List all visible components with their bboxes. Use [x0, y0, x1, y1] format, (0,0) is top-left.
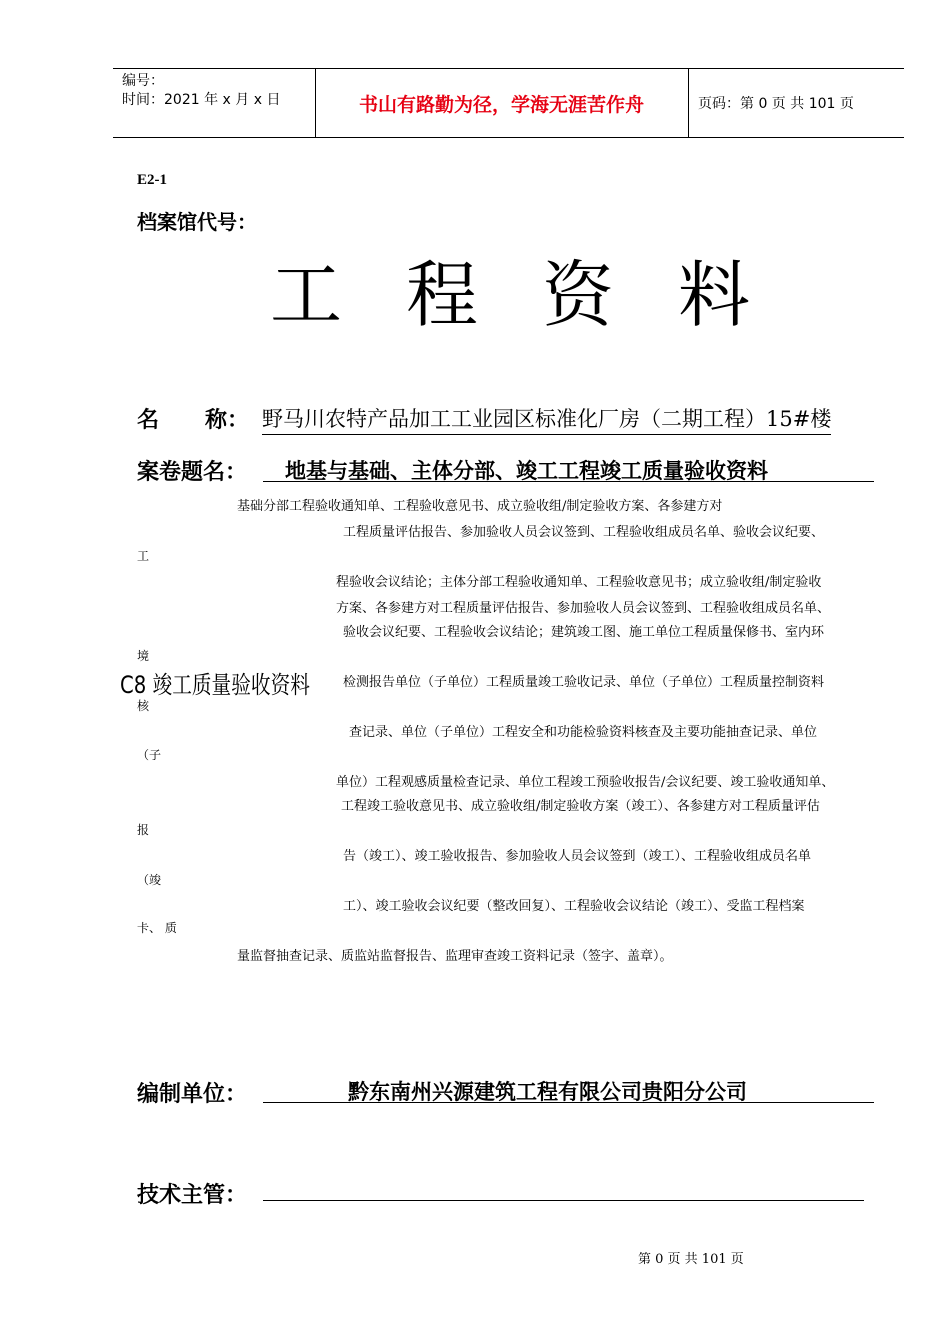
- side-char: 核: [137, 699, 150, 713]
- text-line: 工程质量评估报告、参加验收人员会议签到、工程验收组成员名单、验收会议纪要、: [343, 525, 825, 540]
- big-title-char: 资: [541, 253, 614, 337]
- number-label: 编号：: [122, 73, 164, 89]
- text-line: 量监督抽查记录、质监站监督报告、监理审查竣工资料记录（签字、盖章）。: [237, 949, 673, 964]
- page-info: 页码：第 0 页 共 101 页: [698, 96, 854, 112]
- header-table: [113, 68, 904, 138]
- big-title-char: 料: [677, 253, 750, 337]
- text-line: 工）、竣工验收会议纪要（整改回复）、工程验收会议结论（竣工）、受监工程档案: [343, 899, 805, 914]
- time-label: 时间：2021 年 x 月 x 日: [122, 92, 281, 108]
- motto: 书山有路勤为径，学海无涯苦作舟: [358, 93, 644, 116]
- text-line: 工程竣工验收意见书、成立验收组/制定验收方案（竣工）、各参建方对工程质量评估: [341, 799, 820, 814]
- text-line: 单位）工程观感质量检查记录、单位工程竣工预验收报告/会议纪要、竣工验收通知单、: [336, 775, 835, 790]
- case-label: 案卷题名：: [137, 460, 248, 485]
- unit-value: 黔东南州兴源建筑工程有限公司贵阳分公司: [348, 1080, 747, 1104]
- name-label: [137, 403, 249, 434]
- name-value: 野马川农特产品加工工业园区标准化厂房（二期工程）15#楼: [262, 403, 831, 435]
- side-char: 卡、 质: [137, 921, 177, 935]
- c8-label: C8 竣工质量验收资料: [120, 671, 310, 699]
- side-char: 境: [137, 649, 150, 663]
- tech-label: 技术主管：: [137, 1183, 248, 1208]
- text-line: 方案、各参建方对工程质量评估报告、参加验收人员会议签到、工程验收组成员名单、: [336, 601, 831, 616]
- big-title-char: 程: [405, 253, 478, 337]
- text-line: 告（竣工）、竣工验收报告、参加验收人员会议签到（竣工）、工程验收组成员名单: [343, 849, 812, 864]
- big-title-char: 工: [270, 253, 343, 337]
- name-label-part: 称：: [204, 408, 249, 433]
- side-char: 报: [137, 823, 150, 837]
- text-line: 程验收会议结论；主体分部工程验收通知单、工程验收意见书；成立验收组/制定验收: [336, 575, 822, 590]
- big-title: [270, 250, 750, 340]
- side-char: （竣: [137, 873, 162, 887]
- page-footer: 第 0 页 共 101 页: [638, 1252, 744, 1267]
- header-meta: [122, 72, 280, 110]
- name-label-part: 名: [137, 408, 160, 433]
- text-line: 查记录、单位（子单位）工程安全和功能检验资料核查及主要功能抽查记录、单位: [349, 725, 818, 740]
- header-divider: [688, 69, 689, 137]
- side-char: 工: [137, 549, 150, 563]
- case-value: 地基与基础、主体分部、竣工工程竣工质量验收资料: [285, 459, 768, 483]
- archive-label: 档案馆代号：: [137, 210, 257, 234]
- text-line: 基础分部工程验收通知单、工程验收意见书、成立验收组/制定验收方案、各参建方对: [237, 499, 723, 514]
- text-line: 验收会议纪要、工程验收会议结论；建筑竣工图、施工单位工程质量保修书、室内环: [343, 625, 825, 640]
- side-char: （子: [137, 748, 162, 762]
- text-line: 检测报告单位（子单位）工程质量竣工验收记录、单位（子单位）工程质量控制资料: [343, 675, 825, 690]
- form-code: E2-1: [137, 172, 167, 188]
- unit-label: 编制单位：: [137, 1082, 248, 1107]
- tech-underline: [263, 1200, 864, 1201]
